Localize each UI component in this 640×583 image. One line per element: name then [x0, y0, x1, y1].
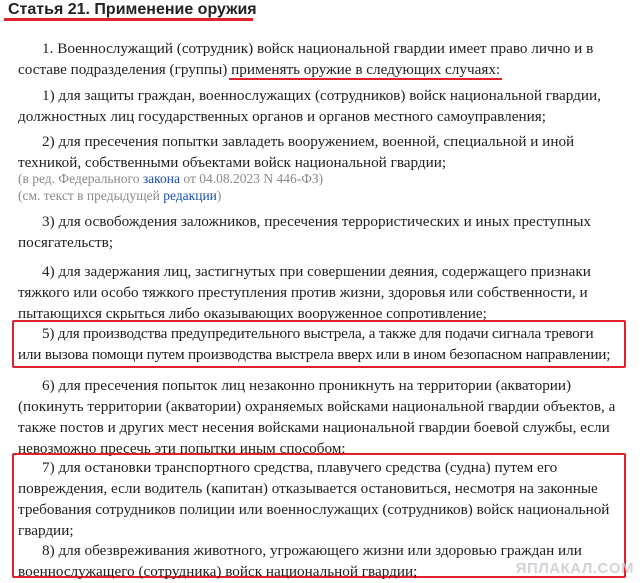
item-4-line-1: 4) для задержания лиц, застигнутых при совершении деяния, содержащего признаки	[42, 263, 591, 280]
item-5	[18, 323, 630, 365]
title-underline	[4, 18, 253, 21]
item-6-line-1: 6) для пресечения попыток лиц незаконно проникнуть на территории (акватории)	[42, 377, 572, 394]
intro-line-1: 1. Военнослужащий (сотрудник) войск национальной гвардии имеет право лично и в	[42, 40, 594, 57]
item-7-line-1: 7) для остановки транспортного средства, плавучего средства (судна) путем его	[42, 459, 558, 476]
item-2	[18, 131, 630, 173]
law-link[interactable]: закона	[142, 171, 180, 186]
highlighted-phrase: применять оружие в следующих случаях:	[231, 61, 501, 78]
item-7	[18, 457, 630, 541]
item-8-line-2: военнослужащего (сотрудника) войск национальной гвардии;	[18, 563, 418, 580]
paragraph-intro	[18, 38, 630, 80]
item-4-line-2: тяжкого или особо тяжкого преступления против жизни, здоровья или собственности, и	[18, 284, 588, 301]
article-title: Статья 21. Применение оружия	[8, 1, 257, 18]
item-6-line-3: также постов и других мест несения войсками национальной гвардии боевой службы, если	[18, 419, 610, 436]
amendment-note: (в ред. Федерального закона от 04.08.2023 N 446-ФЗ)	[18, 171, 324, 186]
item-5-line-1: 5) для производства предупредительного выстрела, а также для подачи сигнала тревоги	[42, 325, 594, 342]
intro-line-2a: составе подразделения (группы)	[18, 61, 232, 78]
item-1-line-1: 1) для защиты граждан, военнослужащих (сотрудников) войск национальной гвардии,	[42, 87, 601, 104]
item-2-line-2: техникой, собственными объектами войск национальной гвардии;	[18, 154, 447, 171]
item-7-line-2: повреждения, если водитель (капитан) отказывается остановиться, несмотря на законные	[18, 480, 598, 497]
item-3	[18, 211, 630, 253]
item-7-line-3: требования сотрудников полиции или военнослужащих (сотрудников) войск национальной	[18, 501, 610, 518]
item-4	[18, 261, 630, 324]
item-6	[18, 375, 630, 459]
edition-link[interactable]: редакции	[163, 188, 217, 203]
item-3-line-2: посягательств;	[18, 234, 114, 251]
watermark-logo: ЯПЛАКАЛ.COM	[515, 560, 634, 577]
item-8-line-1: 8) для обезвреживания животного, угрожающего жизни или здоровью граждан или	[42, 542, 582, 559]
item-7-line-4: гвардии;	[18, 522, 74, 539]
item-6-line-2: (покинуть территории (акватории) охраняемых войсками национальной гвардии объектов, а	[18, 398, 616, 415]
item-3-line-1: 3) для освобождения заложников, пресечения террористических и иных преступных	[42, 213, 592, 230]
item-1	[18, 85, 630, 127]
previous-edition-note: (см. текст в предыдущей редакции)	[18, 188, 222, 203]
item-2-line-1: 2) для пресечения попытки завладеть вооружением, военной, специальной и иной	[42, 133, 575, 150]
item-4-line-3: пытающихся скрыться либо оказывающих вооруженное сопротивление;	[18, 305, 487, 322]
item-5-line-2: или вызова помощи путем производства выстрела вверх или в ином безопасном направлении;	[18, 346, 611, 363]
item-6-line-4: невозможно пресечь эти попытки иным способом;	[18, 440, 346, 457]
item-1-line-2: должностных лиц государственных органов и органов местного самоуправления;	[18, 108, 546, 125]
